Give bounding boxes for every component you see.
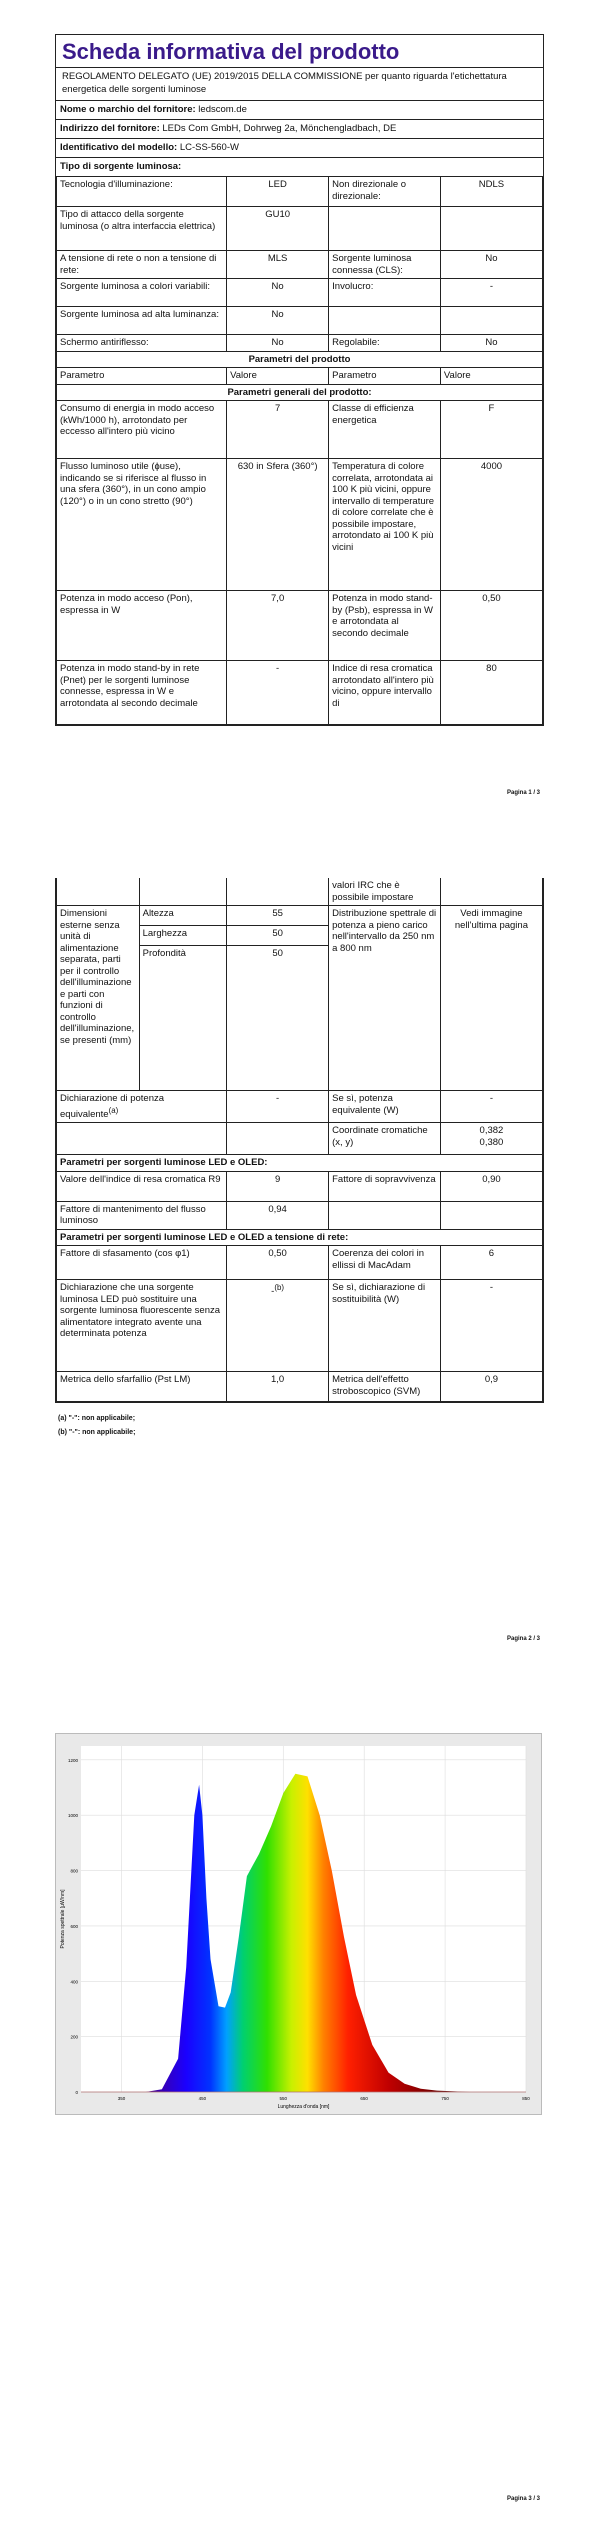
y-tick-label: 800	[70, 1868, 78, 1874]
table-row	[57, 1246, 543, 1280]
col-value-header: Valore	[440, 368, 542, 385]
table-row	[57, 307, 543, 335]
param-value: 0,90	[440, 1171, 542, 1201]
param-label: Metrica dell'effetto stroboscopico (SVM)	[329, 1372, 441, 1402]
param-value: 9	[227, 1171, 329, 1201]
param-label: Se sì, potenza equivalente (W)	[329, 1091, 441, 1123]
type-value	[440, 307, 542, 335]
address-value: LEDs Com GmbH, Dohrweg 2a, Mönchengladbach, DE	[162, 123, 397, 134]
y-tick-label: 200	[70, 2034, 78, 2040]
type-label: Sorgente luminosa ad alta luminanza:	[57, 307, 227, 335]
page-1-frame	[55, 34, 544, 726]
type-label: Tecnologia d'illuminazione:	[57, 177, 227, 207]
table-row	[57, 1123, 543, 1155]
type-value: LED	[227, 177, 329, 207]
y-tick-label: 1000	[67, 1813, 78, 1819]
dimension-value: 50	[227, 946, 329, 1091]
params-table-continued	[56, 878, 543, 1402]
param-value: 0,382 0,380	[440, 1123, 542, 1155]
page-number: Pagina 3 / 3	[506, 2496, 540, 2502]
param-label	[57, 1123, 227, 1155]
param-value: 0,94	[227, 1201, 329, 1229]
param-value: 0,9	[440, 1372, 542, 1402]
type-label: Sorgente luminosa connessa (CLS):	[329, 251, 441, 279]
type-label	[329, 207, 441, 251]
page-number: Pagina 1 / 3	[506, 790, 540, 796]
param-label: Valore dell'indice di resa cromatica R9	[57, 1171, 227, 1201]
model-value: LC-SS-560-W	[179, 142, 239, 153]
table-row	[57, 335, 543, 352]
param-label: Indice di resa cromatica arrotondato all'intero più vicino, oppure intervallo di	[329, 661, 441, 725]
table-row	[57, 384, 543, 401]
dimension-value: 55	[227, 906, 329, 926]
model-row	[56, 138, 543, 157]
table-row	[57, 1229, 543, 1246]
param-value: 80	[440, 661, 542, 725]
table-row	[57, 906, 543, 926]
type-value: -	[440, 279, 542, 307]
type-value: NDLS	[440, 177, 542, 207]
table-row	[57, 661, 543, 725]
general-header: Parametri generali del prodotto:	[57, 384, 543, 401]
param-label: Fattore di mantenimento del flusso luminoso	[57, 1201, 227, 1229]
type-value: GU10	[227, 207, 329, 251]
type-label: A tensione di rete o non a tensione di rete:	[57, 251, 227, 279]
type-value: No	[440, 251, 542, 279]
type-label: Regolabile:	[329, 335, 441, 352]
y-tick-label: 0	[75, 2090, 78, 2095]
type-value: No	[227, 279, 329, 307]
page-title: Scheda informativa del prodotto	[56, 35, 543, 68]
type-table	[56, 176, 543, 725]
param-label: Coordinate cromatiche (x, y)	[329, 1123, 441, 1155]
param-label: Temperatura di colore correlata, arrotondata ai 100 K più vicini, oppure intervallo di temperature di colore correlate che è possibile impostare, arrotondato ai 100 K più vicini	[329, 459, 441, 591]
mains-header: Parametri per sorgenti luminose LED e OLED a tensione di rete:	[57, 1229, 543, 1246]
table-row	[57, 177, 543, 207]
param-value: 1,0	[227, 1372, 329, 1402]
table-row	[57, 1372, 543, 1402]
dimensions-label: Dimensioni esterne senza unità di alimentazione separata, parti per il controllo dell'illuminazione e parti con funzioni di controllo dell'illuminazione, se presenti (mm)	[57, 906, 140, 1091]
x-tick-label: 650	[360, 2096, 368, 2101]
param-label: Potenza in modo stand-by (Psb), espressa in W e arrotondata al secondo decimale	[329, 591, 441, 661]
param-value: -	[440, 1091, 542, 1123]
led-header: Parametri per sorgenti luminose LED e OLED:	[57, 1155, 543, 1172]
param-label: Consumo di energia in modo acceso (kWh/1000 h), arrotondato per eccesso all'intero più vicino	[57, 401, 227, 459]
dimension-value: 50	[227, 926, 329, 946]
dimension-name: Altezza	[139, 906, 226, 926]
type-label	[329, 307, 441, 335]
y-tick-label: 400	[70, 1979, 78, 1985]
address-label: Indirizzo del fornitore:	[60, 123, 160, 134]
param-label: Dichiarazione di potenza equivalente$^{(a)}$	[57, 1091, 227, 1123]
x-tick-label: 750	[441, 2096, 449, 2101]
spectral-chart-svg	[56, 1734, 541, 2114]
x-axis-label: Lunghezza d'onda [nm]	[277, 2104, 330, 2110]
type-label: Schermo antiriflesso:	[57, 335, 227, 352]
table-row	[57, 207, 543, 251]
table-row	[57, 401, 543, 459]
table-row	[57, 878, 543, 906]
table-row	[57, 1201, 543, 1229]
x-tick-label: 450	[198, 2096, 207, 2101]
param-value: 7	[227, 401, 329, 459]
type-label: Involucro:	[329, 279, 441, 307]
param-label: Flusso luminoso utile (ɸuse), indicando se si riferisce al flusso in una sfera (360°), in un cono ampio (120°) o in un cono stretto (90°)	[57, 459, 227, 591]
param-value: 0,50	[440, 591, 542, 661]
param-label: Fattore di sopravvivenza	[329, 1171, 441, 1201]
supplier-row	[56, 100, 543, 119]
table-row	[57, 251, 543, 279]
param-value: -	[227, 661, 329, 725]
footnote: (a) "-": non applicabile;	[58, 1415, 136, 1422]
type-value: MLS	[227, 251, 329, 279]
y-tick-label: 1200	[67, 1757, 78, 1763]
type-value: No	[440, 335, 542, 352]
footnote: (b) "-": non applicabile;	[58, 1429, 136, 1436]
table-row	[57, 591, 543, 661]
param-value	[227, 1123, 329, 1155]
params-header: Parametri del prodotto	[57, 351, 543, 368]
col-param-header: Parametro	[329, 368, 441, 385]
param-value: -	[227, 1091, 329, 1123]
param-value: 6	[440, 1246, 542, 1280]
table-row	[57, 1171, 543, 1201]
table-row	[57, 1091, 543, 1123]
param-label: Potenza in modo stand-by in rete (Pnet) per le sorgenti luminose connesse, espressa in W e arrotondata al secondo decimale	[57, 661, 227, 725]
param-label: Classe di efficienza energetica	[329, 401, 441, 459]
param-value: 4000	[440, 459, 542, 591]
param-label: Se sì, dichiarazione di sostituibilità (W)	[329, 1280, 441, 1372]
y-axis-label: Potenza spettrale [μW/nm]	[60, 1889, 66, 1949]
param-label: Fattore di sfasamento (cos φ1)	[57, 1246, 227, 1280]
table-row	[57, 368, 543, 385]
table-row	[57, 351, 543, 368]
param-value: F	[440, 401, 542, 459]
table-row	[57, 279, 543, 307]
table-row	[57, 1155, 543, 1172]
param-value: 0,50	[227, 1246, 329, 1280]
x-tick-label: 850	[522, 2096, 530, 2101]
param-label	[329, 1201, 441, 1229]
type-value: No	[227, 335, 329, 352]
param-label: Coerenza dei colori in ellissi di MacAdam	[329, 1246, 441, 1280]
param-label: valori IRC che è possibile impostare	[329, 878, 441, 906]
param-value: 630 in Sfera (360°)	[227, 459, 329, 591]
supplier-label: Nome o marchio del fornitore:	[60, 104, 196, 115]
x-tick-label: 550	[279, 2096, 288, 2101]
param-label: Metrica dello sfarfallio (Pst LM)	[57, 1372, 227, 1402]
param-value: Vedi immagine nell'ultima pagina	[440, 906, 542, 1091]
spectral-chart	[55, 1733, 542, 2115]
type-label: Tipo di attacco della sorgente luminosa (o altra interfaccia elettrica)	[57, 207, 227, 251]
param-value: 7,0	[227, 591, 329, 661]
page-2-frame	[55, 878, 544, 1403]
address-row	[56, 119, 543, 138]
type-value: No	[227, 307, 329, 335]
type-label: Non direzionale o direzionale:	[329, 177, 441, 207]
type-label: Sorgente luminosa a colori variabili:	[57, 279, 227, 307]
param-label: Dichiarazione che una sorgente luminosa LED può sostituire una sorgente luminosa fluorescente senza alimentatore integrato avente una determinata potenza	[57, 1280, 227, 1372]
param-label: Potenza in modo acceso (Pon), espressa in W	[57, 591, 227, 661]
supplier-value: ledscom.de	[198, 104, 247, 115]
param-label: Distribuzione spettrale di potenza a pieno carico nell'intervallo da 250 nm a 800 nm	[329, 906, 441, 1091]
param-value	[440, 1201, 542, 1229]
param-value: -	[440, 1280, 542, 1372]
dimension-name: Larghezza	[139, 926, 226, 946]
table-row	[57, 1280, 543, 1372]
light-source-type-heading: Tipo di sorgente luminosa:	[56, 157, 543, 176]
type-value	[440, 207, 542, 251]
col-param-header: Parametro	[57, 368, 227, 385]
param-value: -$^{(b)}$	[227, 1280, 329, 1372]
regulation-text: REGOLAMENTO DELEGATO (UE) 2019/2015 DELLA COMMISSIONE per quanto riguarda l'etichettatura energetica delle sorgenti luminose	[62, 71, 507, 95]
model-label: Identificativo del modello:	[60, 142, 178, 153]
x-tick-label: 350	[117, 2096, 126, 2101]
table-row	[57, 459, 543, 591]
y-tick-label: 600	[70, 1923, 78, 1929]
col-value-header: Valore	[227, 368, 329, 385]
page-number: Pagina 2 / 3	[506, 1636, 540, 1642]
footnotes	[58, 1412, 135, 1440]
dimension-name: Profondità	[139, 946, 226, 1091]
